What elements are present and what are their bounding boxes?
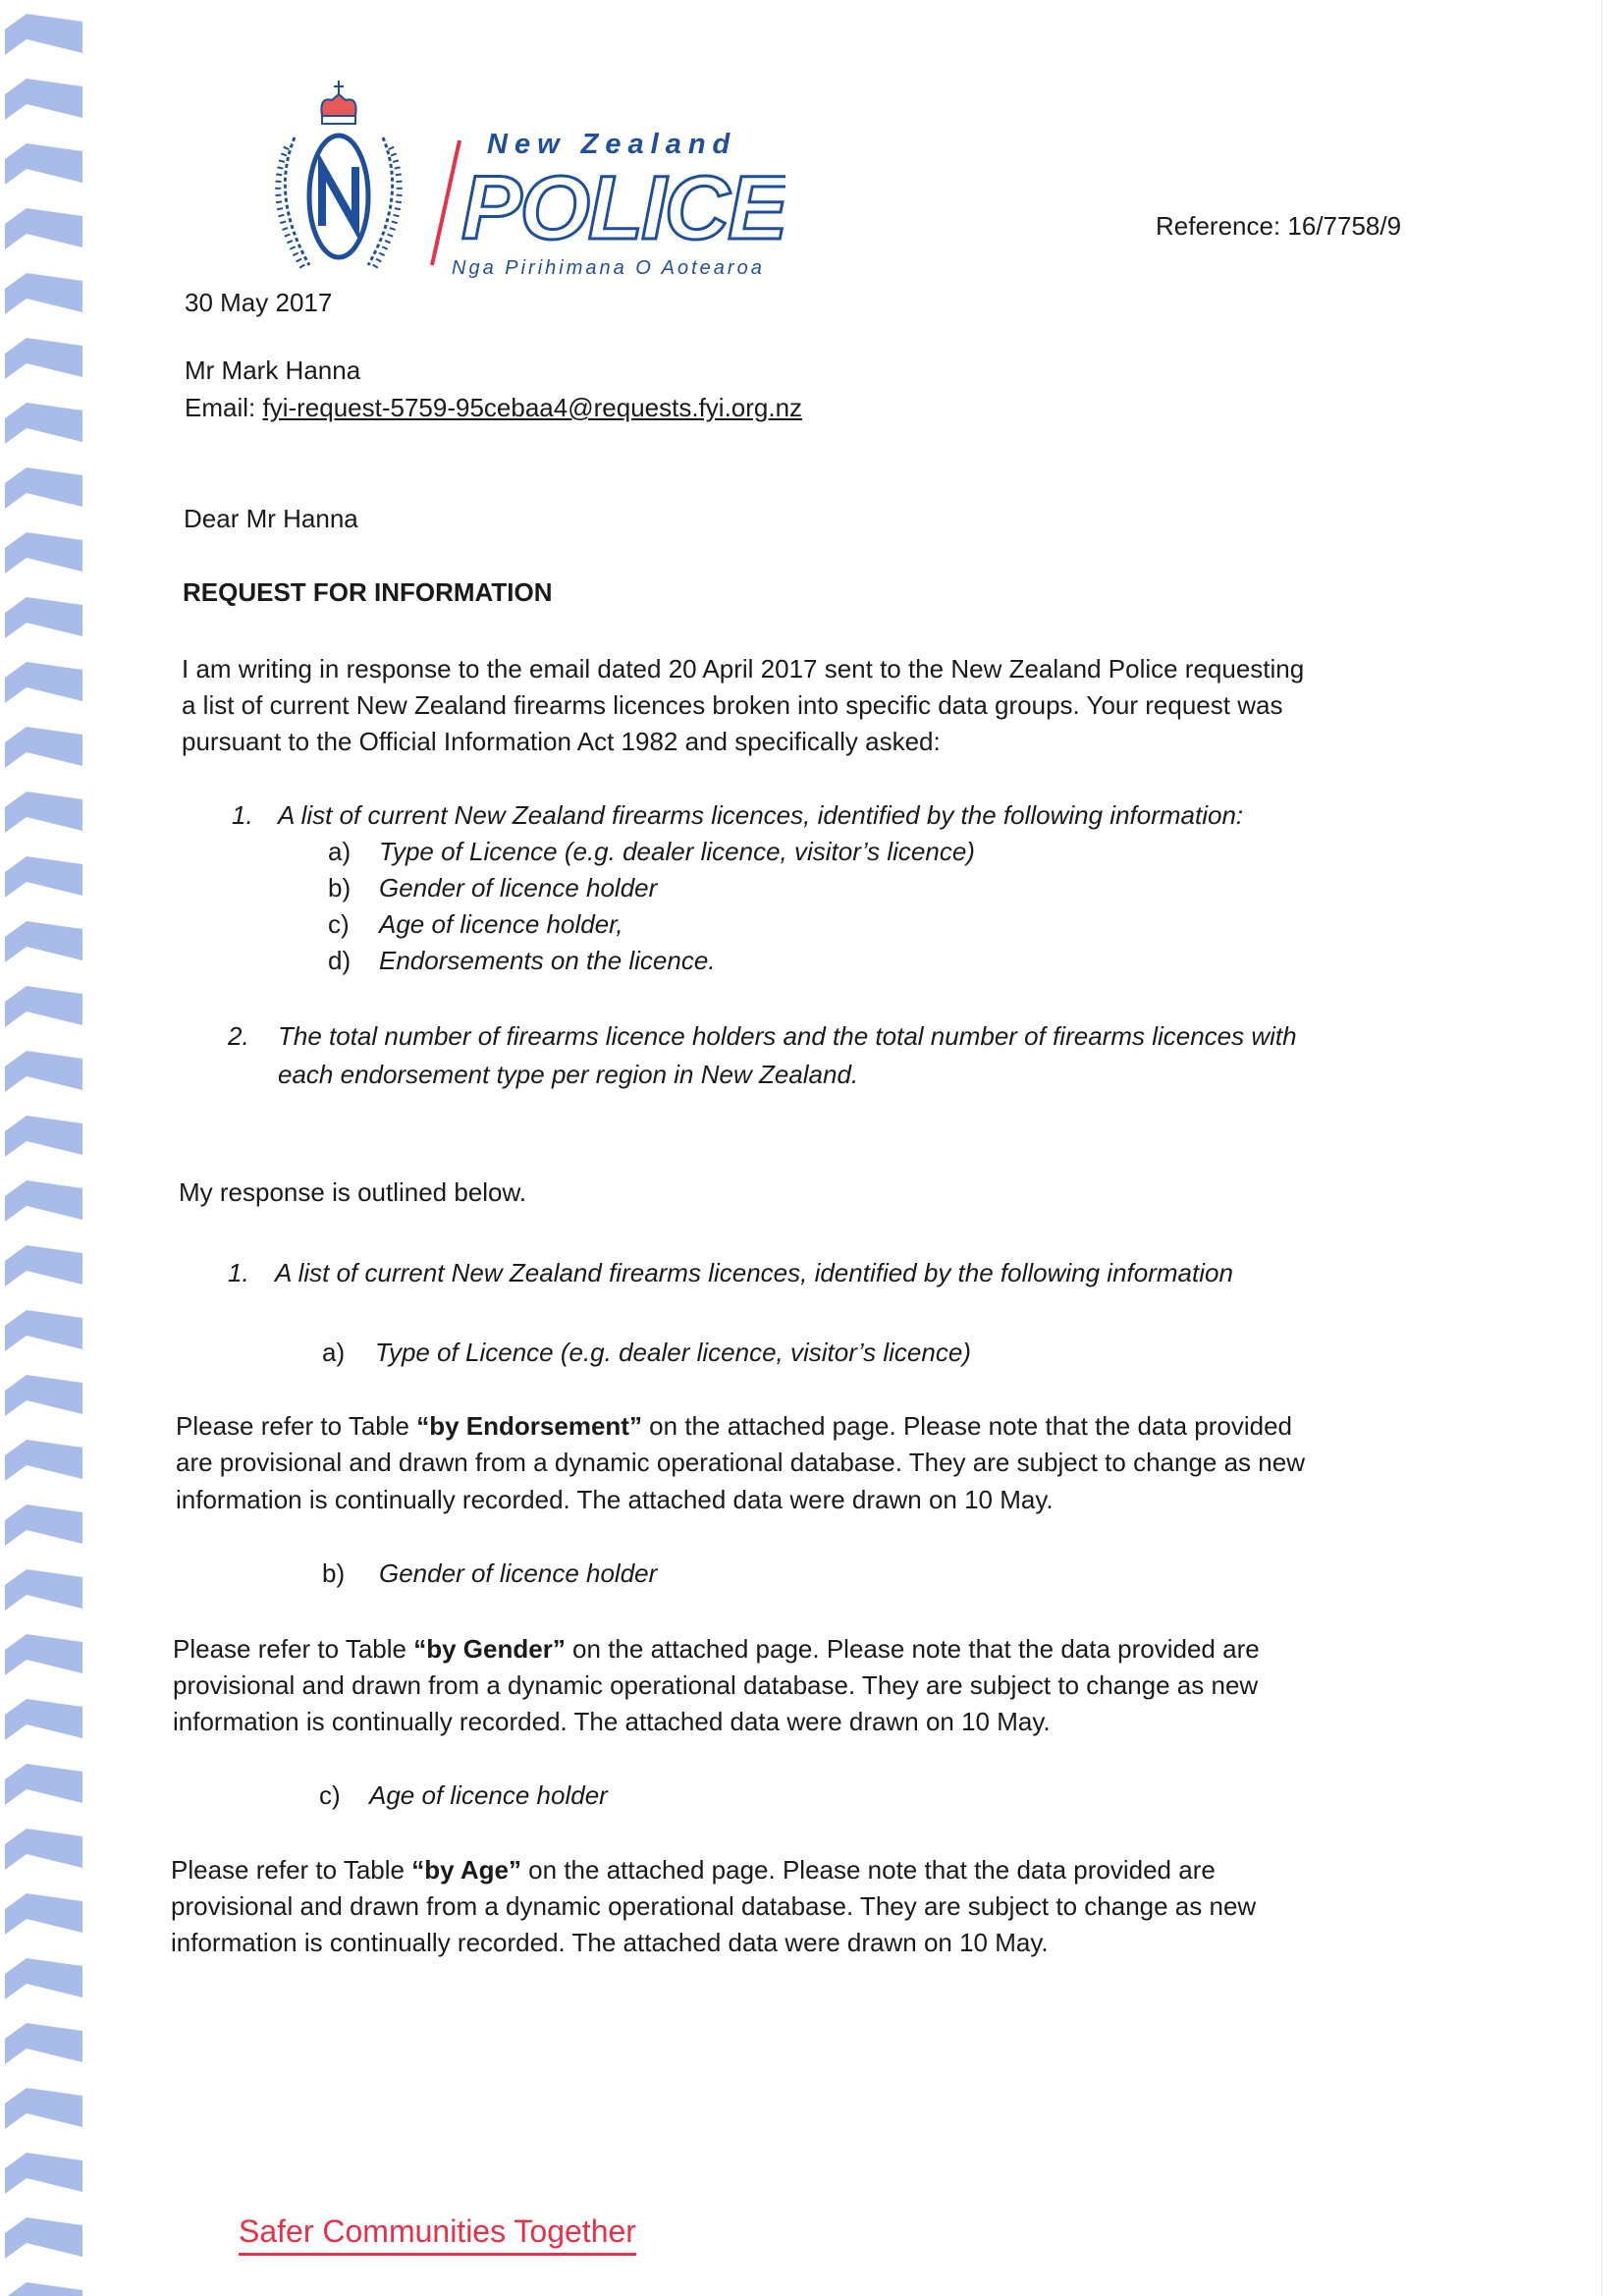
- table-reference: “by Gender”: [413, 1634, 566, 1664]
- chevron-mark: [5, 2023, 82, 2064]
- response-item-number: 1.: [228, 1258, 249, 1287]
- response-item-text: A list of current New Zealand firearms licences, identified by the following information: [275, 1258, 1233, 1287]
- chevron-mark: [5, 1699, 82, 1740]
- section-paragraph-line: Please refer to Table “by Age” on the attached page. Please note that the data provided are: [171, 1855, 1216, 1885]
- section-paragraph-line: Please refer to Table “by Endorsement” on the attached page. Please note that the data provided: [176, 1411, 1293, 1441]
- section-paragraph-line: are provisional and drawn from a dynamic operational database. They are subject to change as new: [176, 1448, 1305, 1477]
- section-paragraph-line: Please refer to Table “by Gender” on the attached page. Please note that the data provided are: [173, 1634, 1260, 1664]
- crest-icon: [278, 81, 399, 270]
- chevron-mark: [5, 1829, 82, 1870]
- chevron-mark: [5, 208, 82, 249]
- section-title: Gender of licence holder: [379, 1558, 658, 1588]
- sub-item-letter: c): [328, 909, 350, 939]
- chevron-mark: [5, 1051, 82, 1092]
- table-reference: “by Age”: [411, 1855, 521, 1885]
- chevron-mark: [5, 403, 82, 444]
- email-label: Email:: [185, 393, 263, 422]
- section-paragraph-line: provisional and drawn from a dynamic operational database. They are subject to change as new: [173, 1670, 1259, 1700]
- chevron-mark: [5, 79, 82, 120]
- footer-slogan: Safer Communities Together: [239, 2212, 636, 2256]
- chevron-mark: [5, 921, 82, 962]
- chevron-mark: [5, 1764, 82, 1805]
- chevron-mark: [5, 532, 82, 574]
- sub-item-text: Type of Licence (e.g. dealer licence, visitor’s licence): [379, 837, 975, 866]
- sub-item-letter: d): [328, 946, 352, 975]
- recipient-email-line: [185, 390, 802, 426]
- chevron-mark: [5, 143, 82, 185]
- chevron-mark: [5, 1569, 82, 1611]
- chevron-mark: [5, 727, 82, 768]
- chevron-mark: [5, 1504, 82, 1546]
- reference-number: Reference: 16/7758/9: [1156, 211, 1402, 241]
- chevron-mark: [5, 338, 82, 379]
- intro-line: pursuant to the Official Information Act 1982 and specifically asked:: [182, 727, 941, 756]
- sub-item-letter: a): [328, 837, 352, 866]
- police-logo: [265, 79, 854, 285]
- chevron-mark: [5, 2088, 82, 2129]
- email-link[interactable]: fyi-request-5759-95cebaa4@requests.fyi.org.nz: [262, 393, 803, 422]
- section-letter: b): [322, 1558, 346, 1588]
- request-item-number: 1.: [232, 800, 253, 830]
- chevron-border-decoration: [0, 0, 88, 2296]
- request-item-number: 2.: [228, 1021, 249, 1051]
- chevron-mark: [5, 662, 82, 703]
- intro-line: a list of current New Zealand firearms licences broken into specific data groups. Your request was: [182, 690, 1283, 720]
- request-item-text: each endorsement type per region in New Zealand.: [278, 1060, 859, 1089]
- chevron-mark: [5, 792, 82, 833]
- salutation: Dear Mr Hanna: [184, 504, 358, 533]
- sub-item-text: Age of licence holder,: [379, 909, 623, 939]
- recipient-name: Mr Mark Hanna: [185, 355, 361, 385]
- chevron-mark: [5, 14, 82, 55]
- section-letter: a): [322, 1338, 346, 1367]
- chevron-mark: [5, 1958, 82, 1999]
- section-paragraph-line: provisional and drawn from a dynamic operational database. They are subject to change as new: [171, 1891, 1257, 1921]
- chevron-mark: [5, 1440, 82, 1481]
- chevron-mark: [5, 273, 82, 314]
- section-title: Type of Licence (e.g. dealer licence, visitor’s licence): [375, 1338, 971, 1367]
- table-reference: “by Endorsement”: [416, 1411, 642, 1441]
- chevron-mark: [5, 1245, 82, 1286]
- sub-item-letter: b): [328, 873, 352, 902]
- sub-item-text: Gender of licence holder: [379, 873, 658, 902]
- logo-text-sub: Nga Pirihimana O Aotearoa: [452, 257, 765, 279]
- section-paragraph-line: information is continually recorded. The attached data were drawn on 10 May.: [171, 1928, 1049, 1957]
- chevron-mark: [5, 856, 82, 898]
- section-letter: c): [319, 1780, 341, 1810]
- chevron-mark: [5, 2217, 82, 2259]
- chevron-mark: [5, 1310, 82, 1351]
- logo-text-top: New Zealand: [487, 129, 737, 160]
- section-paragraph-line: information is continually recorded. The attached data were drawn on 10 May.: [173, 1707, 1051, 1736]
- chevron-mark: [5, 986, 82, 1027]
- chevron-mark: [5, 1116, 82, 1157]
- section-title: Age of licence holder: [369, 1780, 608, 1810]
- chevron-mark: [5, 1893, 82, 1935]
- sub-item-text: Endorsements on the licence.: [379, 946, 716, 975]
- request-item-text: A list of current New Zealand firearms licences, identified by the following information:: [278, 800, 1244, 830]
- page-edge: [1601, 0, 1602, 2296]
- chevron-mark: [5, 2153, 82, 2194]
- intro-line: I am writing in response to the email dated 20 April 2017 sent to the New Zealand Police requesting: [182, 654, 1305, 683]
- chevron-mark: [5, 1634, 82, 1675]
- chevron-mark: [5, 1180, 82, 1222]
- section-paragraph-line: information is continually recorded. The attached data were drawn on 10 May.: [176, 1485, 1054, 1514]
- response-intro: My response is outlined below.: [179, 1177, 527, 1207]
- chevron-mark: [5, 467, 82, 509]
- chevron-mark: [5, 597, 82, 638]
- letter-heading: REQUEST FOR INFORMATION: [183, 577, 553, 607]
- request-item-text: The total number of firearms licence holders and the total number of firearms licences with: [278, 1021, 1297, 1051]
- logo-text-main: POLICE: [461, 163, 786, 253]
- chevron-mark: [5, 1375, 82, 1416]
- letter-date: 30 May 2017: [185, 288, 333, 317]
- chevron-mark: [5, 2282, 82, 2296]
